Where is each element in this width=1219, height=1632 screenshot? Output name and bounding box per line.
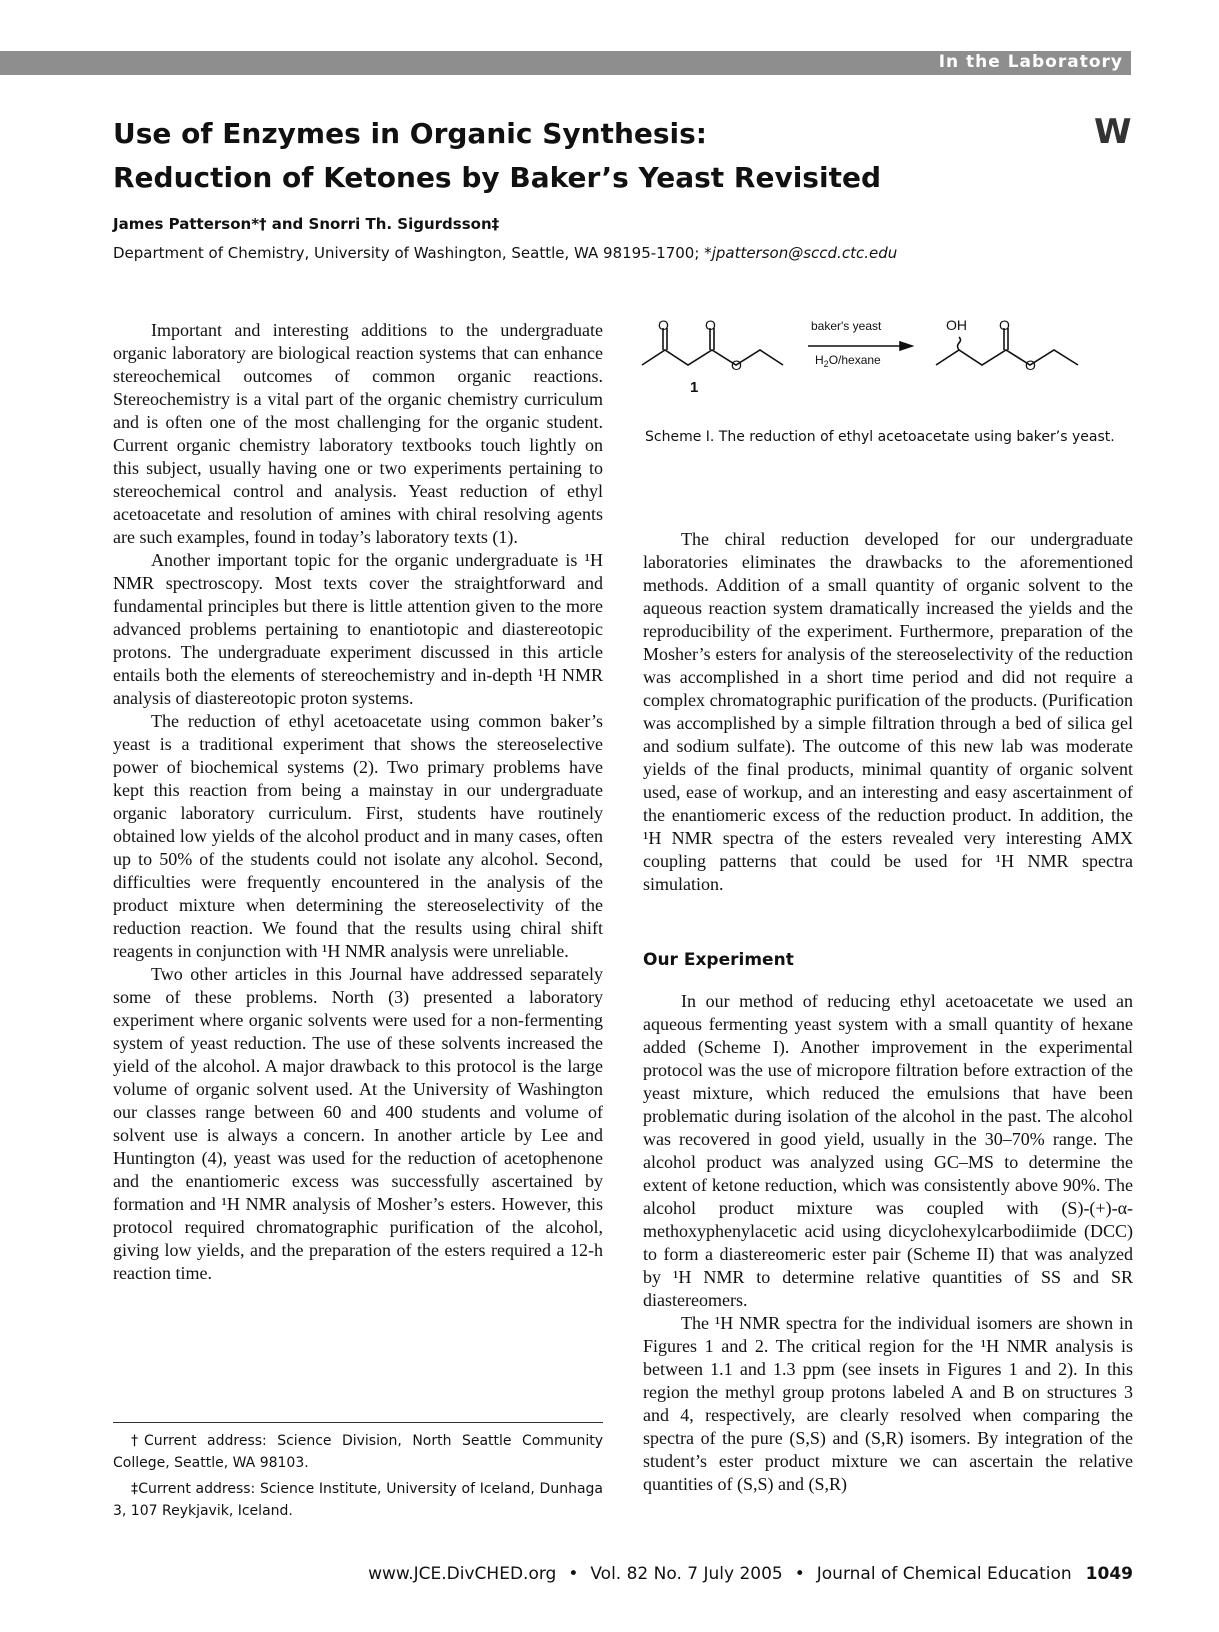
title-line-2: Reduction of Ketones by Baker’s Yeast Revisited bbox=[113, 161, 881, 194]
paragraph: Another important topic for the organic undergraduate is ¹H NMR spectroscopy. Most texts cover the straightforward and fundamental principles but there is little attention given to the more advanced problems pertaining to enantiotopic and diastereotopic protons. The undergraduate experiment discussed in this article entails both the elements of stereochemistry and in-depth ¹H NMR analysis of diastereotopic proton systems. bbox=[113, 550, 603, 708]
atom-label: OH bbox=[946, 320, 967, 333]
paragraph: In our method of reducing ethyl acetoacetate we used an aqueous fermenting yeast system with a small quantity of hexane added (Scheme I). Another improvement in the experimental protocol was the use of micropore filtration before extraction of the yeast mixture, which reduced the emulsions that have been problematic during isolation of the alcohol in the past. The alcohol was recovered in good yield, usually in the 30–70% range. The alcohol product was analyzed using GC–MS to determine the extent of ketone reduction, which was consistently above 90%. The alcohol product mixture was coupled with (S)-(+)-α-methoxyphenylacetic acid using dicyclohexylcarbodiimide (DCC) to form a diastereomeric ester pair (Scheme II) that was analyzed by ¹H NMR to determine relative quantities of SS and SR diastereomers. bbox=[643, 991, 1133, 1310]
left-column bbox=[113, 319, 603, 1285]
section-banner bbox=[0, 51, 1131, 75]
footnote: †Current address: Science Division, North Seattle Community College, Seattle, WA 98103. bbox=[113, 1433, 603, 1471]
solvent-label: $H_2O$/hexane bbox=[815, 353, 881, 369]
atom-label: O bbox=[1025, 357, 1036, 373]
affiliation bbox=[113, 244, 1013, 262]
reaction-scheme bbox=[638, 320, 1138, 420]
paragraph: The ¹H NMR spectra for the individual isomers are shown in Figures 1 and 2. The critical region for the ¹H NMR analysis is between 1.1 and 1.3 ppm (see insets in Figures 1 and 2). In this region the methyl group protons labeled A and B on structures 3 and 4, respectively, are clearly resolved when comparing the spectra of the pure (S,S) and (S,R) isomers. By integration of the student’s ester product mixture we can ascertain the relative quantities of (S,S) and (S,R) bbox=[643, 1313, 1133, 1494]
footer-journal: Journal of Chemical Education bbox=[816, 1564, 1072, 1584]
page-number: 1049 bbox=[1085, 1564, 1133, 1584]
footer-volume: Vol. 82 No. 7 July 2005 bbox=[590, 1564, 783, 1584]
footer-website[interactable]: www.JCE.DivCHED.org bbox=[368, 1564, 557, 1584]
atom-label: O bbox=[999, 320, 1010, 333]
paragraph: Two other articles in this Journal have addressed separately some of these problems. North (3) presented a laboratory experiment where organic solvents were used for a non-fermenting system of yeast reduction. The use of these solvents increased the yield of the alcohol. A major drawback to this protocol is the large volume of organic solvent used. At the University of Washington our classes range between 60 and 400 students and volume of solvent use is always a concern. In another article by Lee and Huntington (4), yeast was used for the reduction of acetophenone and the enantiomeric excess was successfully ascertained by formation and ¹H NMR analysis of Mosher’s esters. However, this protocol required chromatographic purification of the alcohol, giving low yields, and the preparation of the esters required a 12-h reaction time. bbox=[113, 964, 603, 1283]
title-line-1: Use of Enzymes in Organic Synthesis: bbox=[113, 117, 707, 150]
footnote: ‡Current address: Science Institute, University of Iceland, Dunhaga 3, 107 Reykjavik, Iceland. bbox=[113, 1481, 603, 1519]
section-label: In the Laboratory bbox=[938, 52, 1123, 72]
footer-bullet: • bbox=[568, 1564, 579, 1584]
right-column-top bbox=[643, 528, 1133, 896]
email-link[interactable]: jpatterson@sccd.ctc.edu bbox=[711, 244, 898, 262]
paragraph: The chiral reduction developed for our undergraduate laboratories eliminates the drawbacks to the aforementioned methods. Addition of a small quantity of organic solvent to the aqueous reaction system dramatically increased the yields and the reproducibility of the experiment. Furthermore, preparation of the Mosher’s esters for analysis of the stereoselectivity of the reduction was accomplished in a short time period and did not require a complex chromatographic purification of the products. (Purification was accomplished by a simple filtration through a bed of silica gel and sodium sulfate). The outcome of this new lab was moderate yields of the final products, minimal quantity of organic solvent used, ease of workup, and an interesting and easy ascertainment of the enantiomeric excess of the reduction product. In addition, the ¹H NMR spectra of the esters revealed very interesting AMX coupling patterns that could be used for ¹H NMR spectra simulation. bbox=[643, 529, 1133, 894]
authors: James Patterson*† and Snorri Th. Sigurdsson‡ bbox=[113, 215, 500, 233]
paragraph: Important and interesting additions to the undergraduate organic laboratory are biological reaction systems that can enhance stereochemical outcomes of common organic reactions. Stereochemistry is a vital part of the organic chemistry curriculum and is often one of the most challenging for the organic student. Current organic chemistry laboratory textbooks touch lightly on this subject, usually having one or two experiments pertaining to stereochemical control and analysis. Yeast reduction of ethyl acetoacetate and resolution of amines with chiral resolving agents are such examples, found in today’s laboratory texts (1). bbox=[113, 320, 603, 547]
atom-label: O bbox=[705, 320, 716, 333]
reagent-label: baker's yeast bbox=[811, 320, 882, 333]
article-title bbox=[113, 112, 993, 200]
section-heading: Our Experiment bbox=[643, 950, 794, 970]
compound-number: 1 bbox=[690, 379, 699, 396]
footnote-divider bbox=[113, 1422, 603, 1423]
atom-label: O bbox=[731, 357, 742, 373]
footnotes bbox=[113, 1430, 603, 1526]
affiliation-text: Department of Chemistry, University of Washington, Seattle, WA 98195-1700; * bbox=[113, 244, 712, 262]
scheme-caption: Scheme I. The reduction of ethyl acetoacetate using baker’s yeast. bbox=[645, 429, 1115, 445]
right-column-bottom bbox=[643, 990, 1133, 1496]
page-footer bbox=[293, 1564, 1133, 1584]
atom-label: O bbox=[658, 320, 669, 333]
web-supplement-icon: W bbox=[1094, 112, 1132, 152]
paragraph: The reduction of ethyl acetoacetate using common baker’s yeast is a traditional experiment that shows the stereoselective power of biochemical systems (2). Two primary problems have kept this reaction from being a mainstay in our undergraduate organic laboratory curriculum. First, students have routinely obtained low yields of the alcohol product and in many cases, often up to 50% of the students could not isolate any alcohol. Second, difficulties were frequently encountered in the analysis of the product mixture when determining the stereoselectivity of the reduction reaction. We found that the results using chiral shift reagents in conjunction with ¹H NMR analysis were unreliable. bbox=[113, 711, 603, 961]
footer-bullet: • bbox=[794, 1564, 805, 1584]
